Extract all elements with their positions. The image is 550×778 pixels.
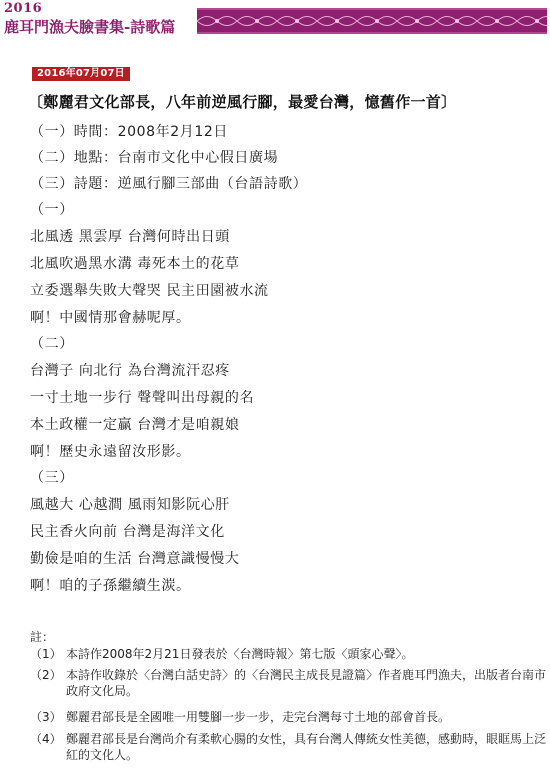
note-number: （1） (30, 647, 62, 661)
poem-line: 本土政權一定贏 台灣才是咱親娘 (30, 417, 240, 433)
poem-line: 北風吹過黑水溝 毒死本土的花草 (30, 256, 240, 272)
info-line: （三）詩題：逆風行腳三部曲（台語詩歌） (30, 176, 308, 192)
poem-line: （二） (30, 336, 74, 352)
note-number: （4） (30, 732, 62, 746)
note-number: （3） (30, 710, 62, 724)
note-item (30, 667, 550, 699)
poem-line: 立委選舉失敗大聲哭 民主田園被水流 (30, 283, 269, 299)
info-line: （一）時間：2008年2月12日 (30, 124, 228, 140)
poem-line: 啊！咱的子孫繼續生湠。 (30, 578, 191, 594)
notes-label: 註： (30, 630, 55, 644)
note-item (30, 646, 550, 662)
note-item (30, 709, 550, 725)
info-line: （二）地點：台南市文化中心假日廣場 (30, 150, 279, 166)
poem-line: （一） (30, 202, 74, 218)
post-title: 〔鄭麗君文化部長，八年前逆風行腳，最愛台灣，憶舊作一首〕 (28, 93, 457, 111)
note-text: 本詩作2008年2月21日發表於〈台灣時報〉第七版〈頭家心聲〉。 (66, 647, 414, 661)
poem-line: 台灣子 向北行 為台灣流汗忍疼 (30, 363, 230, 379)
header-year: 2016 (4, 1, 43, 16)
note-text: 鄭麗君部長是全國唯一用雙腳一步一步，走完台灣每寸土地的部會首長。 (66, 710, 451, 724)
poem-line: 勤儉是咱的生活 台灣意識慢慢大 (30, 551, 240, 567)
poem-line: 啊！中國情那會赫呢厚。 (30, 310, 191, 326)
note-text: 鄭麗君部長是台灣尚介有柔軟心腸的女性，具有台灣人傳統女性美德，感動時，眼眶馬上泛紅的文化人。 (66, 732, 547, 762)
floral-pattern-icon (197, 10, 547, 32)
decorative-banner (197, 8, 547, 34)
note-item (30, 731, 550, 763)
post-date-badge: 2016年07月07日 (32, 67, 130, 81)
note-text: 本詩作收錄於〈台灣白話史詩〉的〈台灣民主成長見證篇〉作者鹿耳門漁夫，出版者台南市政府文化局。 (66, 668, 547, 698)
poem-line: 啊！歷史永遠留汝形影。 (30, 444, 191, 460)
poem-line: 風越大 心越澗 風雨知影阮心肝 (30, 497, 230, 513)
note-number: （2） (30, 668, 62, 682)
series-title: 鹿耳門漁夫臉書集-詩歌篇 (4, 18, 176, 36)
poem-line: 一寸土地一步行 聲聲叫出母親的名 (30, 390, 255, 406)
poem-line: 北風透 黑雲厚 台灣何時出日頭 (30, 229, 230, 245)
poem-line: （三） (30, 470, 74, 486)
page-header (0, 0, 550, 40)
poem-line: 民主香火向前 台灣是海洋文化 (30, 524, 225, 540)
